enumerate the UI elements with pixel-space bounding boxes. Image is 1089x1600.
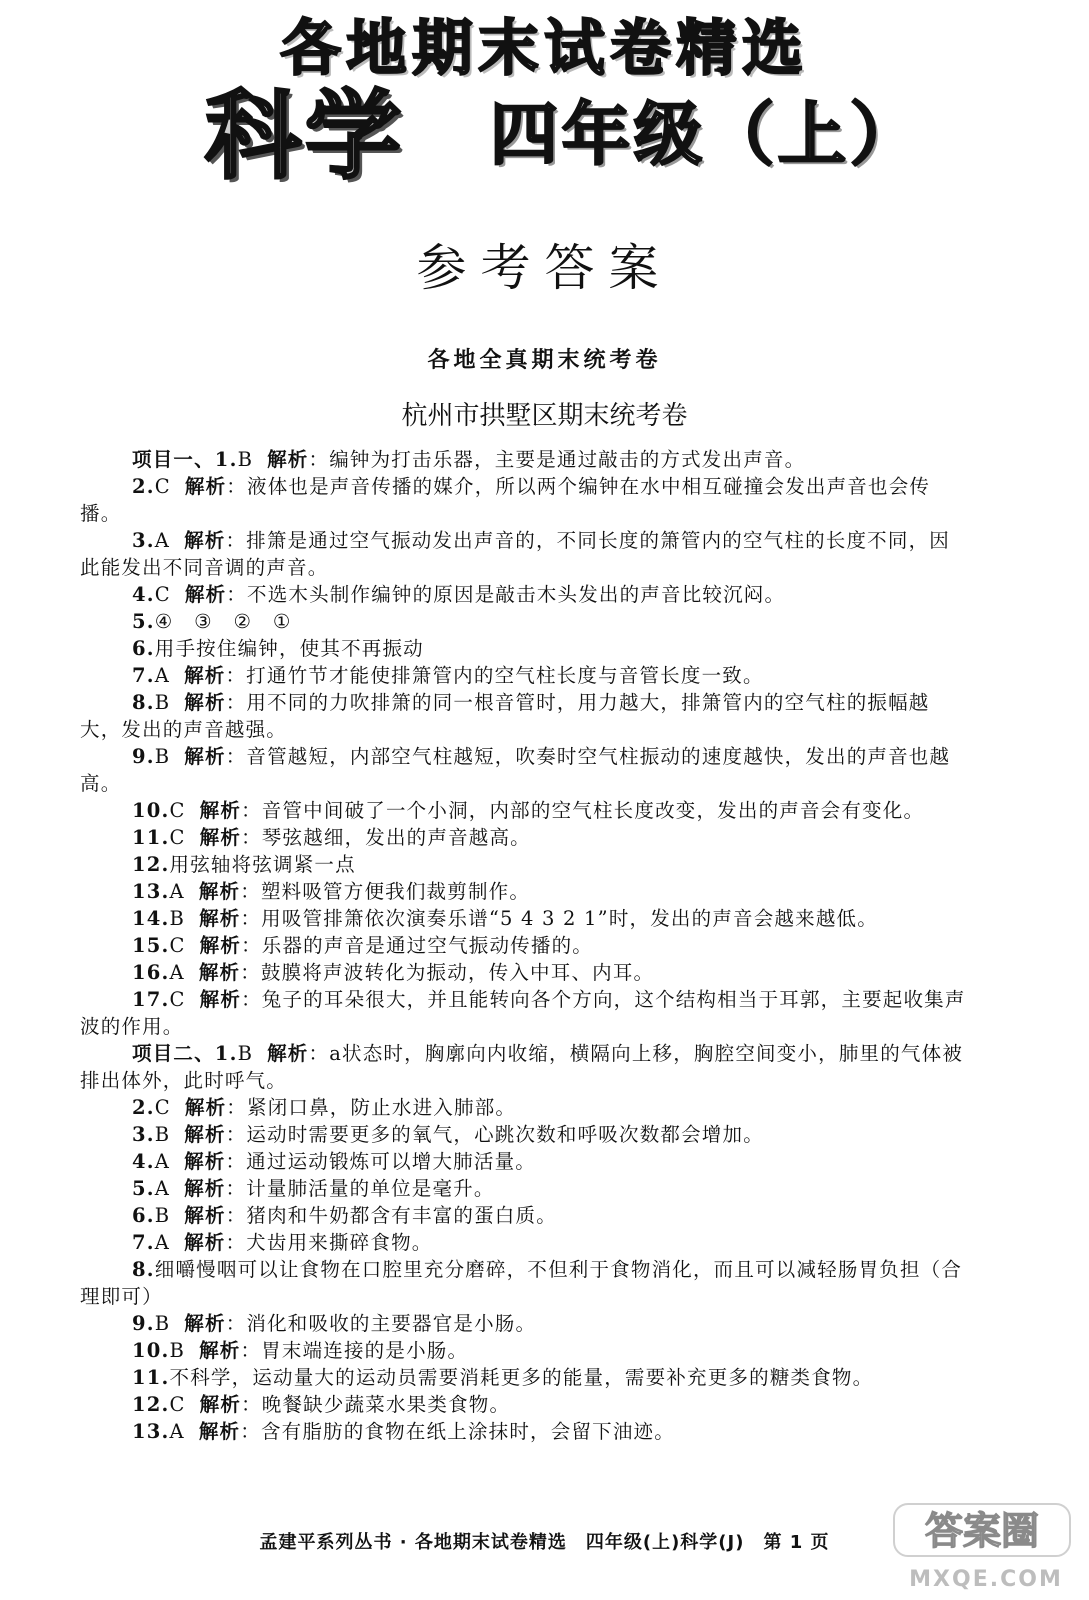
analysis-label: 解析 <box>199 799 242 822</box>
answer-choice: C <box>169 799 186 822</box>
answer-choice: C <box>154 1096 171 1119</box>
analysis-label: 解析 <box>184 1123 226 1146</box>
answer-item <box>80 1148 970 1175</box>
answer-item <box>80 635 970 662</box>
answer-text: 含有脂肪的食物在纸上涂抹时，会留下油迹。 <box>260 1420 675 1443</box>
answer-number: 6. <box>132 1204 155 1227</box>
answer-item <box>80 1121 970 1148</box>
answer-choice: C <box>154 583 171 606</box>
colon: ： <box>225 1150 247 1173</box>
answer-number: 8. <box>132 691 155 714</box>
analysis-label: 解析 <box>184 475 227 498</box>
answer-item <box>80 905 970 932</box>
analysis-label: 解析 <box>199 1393 242 1416</box>
answer-number: 12. <box>132 1393 170 1416</box>
answer-number: 9. <box>132 745 155 768</box>
answer-item <box>80 959 970 986</box>
analysis-label: 解析 <box>199 907 241 930</box>
answer-number: 3. <box>132 529 155 552</box>
answer-item <box>80 689 970 743</box>
answer-number: 3. <box>132 1123 155 1146</box>
answer-item <box>80 878 970 905</box>
answer-number: 7. <box>132 664 155 687</box>
analysis-label: 解析 <box>198 1420 241 1443</box>
answer-text: 鼓膜将声波转化为振动，传入中耳、内耳。 <box>260 961 655 984</box>
answer-number: 17. <box>132 988 170 1011</box>
analysis-label: 解析 <box>199 988 242 1011</box>
answer-item <box>80 1418 970 1445</box>
answer-text: 犬齿用来撕碎食物。 <box>246 1231 433 1254</box>
answer-item <box>80 1094 970 1121</box>
answer-text: 用吸管排箫依次演奏乐谱“5 4 3 2 1”时，发出的声音会越来越低。 <box>261 907 878 930</box>
answer-choice: B <box>237 1042 254 1065</box>
watermark-logo-text: 答案圈 <box>924 1509 1040 1553</box>
subject-title: 科学 <box>205 80 405 192</box>
answer-item <box>80 1256 970 1310</box>
analysis-label: 解析 <box>184 583 227 606</box>
analysis-label: 解析 <box>184 1312 226 1335</box>
answer-text: 不科学，运动量大的运动员需要消耗更多的能量，需要补充更多的糖类食物。 <box>169 1366 874 1389</box>
answer-text: 琴弦越细，发出的声音越高。 <box>261 826 531 849</box>
answer-number: 8. <box>132 1258 155 1281</box>
answer-text: 紧闭口鼻，防止水进入肺部。 <box>247 1096 517 1119</box>
answer-item <box>80 1391 970 1418</box>
answer-item <box>80 608 970 635</box>
answer-text: 音管中间破了一个小洞，内部的空气柱长度改变，发出的声音会有变化。 <box>261 799 925 822</box>
answer-item <box>80 1337 970 1364</box>
answer-number: 4. <box>132 1150 155 1173</box>
answer-item <box>80 743 970 797</box>
answer-text: 乐器的声音是通过空气振动传播的。 <box>261 934 593 957</box>
answer-number: 5. <box>132 1177 155 1200</box>
answer-number: 10. <box>132 1339 170 1362</box>
answer-item <box>80 986 970 1040</box>
colon: ： <box>226 475 247 498</box>
colon: ： <box>240 1339 262 1362</box>
answer-choice: A <box>154 1177 171 1200</box>
answer-item <box>80 1040 970 1094</box>
answer-text: 不选木头制作编钟的原因是敲击木头发出的声音比较沉闷。 <box>247 583 786 606</box>
answer-text: 用不同的力吹排箫的同一根音管时，用力越大，排箫管内的空气柱的振幅越大，发出的声音越强。 <box>80 691 930 741</box>
watermark-logo <box>890 1500 1080 1595</box>
colon: ： <box>225 691 247 714</box>
analysis-label: 解析 <box>184 1177 226 1200</box>
colon: ： <box>225 1231 247 1254</box>
analysis-label: 解析 <box>198 961 241 984</box>
answer-item <box>80 1364 970 1391</box>
answer-text: 计量肺活量的单位是毫升。 <box>246 1177 495 1200</box>
grade-title: 四年级（上） <box>490 96 923 175</box>
answer-list <box>80 446 970 1445</box>
answer-choice: B <box>169 1339 186 1362</box>
answer-number: 14. <box>132 907 170 930</box>
analysis-label: 解析 <box>198 880 241 903</box>
answer-item <box>80 581 970 608</box>
answer-number: 13. <box>132 1420 170 1443</box>
analysis-label: 解析 <box>184 1231 226 1254</box>
analysis-label: 解析 <box>184 1150 226 1173</box>
answer-text: 塑料吸管方便我们裁剪制作。 <box>260 880 531 903</box>
colon: ： <box>241 826 262 849</box>
analysis-label: 解析 <box>184 1204 226 1227</box>
answer-text: 通过运动锻炼可以增大肺活量。 <box>246 1150 536 1173</box>
answer-text: ④ ③ ② ① <box>154 610 292 633</box>
answer-choice: A <box>169 961 185 984</box>
answer-text: 编钟为打击乐器，主要是通过敲击的方式发出声音。 <box>329 448 806 471</box>
answer-text: 运动时需要更多的氧气，心跳次数和呼吸次数都会增加。 <box>246 1123 764 1146</box>
answer-choice: C <box>169 1393 186 1416</box>
analysis-label: 解析 <box>199 826 242 849</box>
colon: ： <box>240 880 261 903</box>
answer-text: 细嚼慢咽可以让食物在口腔里充分磨碎，不但利于食物消化，而且可以减轻肠胃负担（合理即可） <box>80 1258 963 1308</box>
answer-choice: A <box>154 1231 171 1254</box>
colon: ： <box>225 1177 247 1200</box>
answer-number: 4. <box>132 583 155 606</box>
analysis-label: 解析 <box>199 1339 241 1362</box>
colon: ： <box>226 583 247 606</box>
answer-text: 液体也是声音传播的媒介，所以两个编钟在水中相互碰撞会发出声音也会传播。 <box>80 475 931 525</box>
answer-choice: B <box>154 1123 171 1146</box>
answer-text: 胃末端连接的是小肠。 <box>261 1339 469 1362</box>
colon: ： <box>241 1393 262 1416</box>
answer-text: 兔子的耳朵很大，并且能转向各个方向，这个结构相当于耳郭，主要起收集声波的作用。 <box>80 988 966 1038</box>
answer-number: 9. <box>132 1312 155 1335</box>
answer-choice: A <box>169 880 185 903</box>
answer-choice: A <box>154 1150 171 1173</box>
colon: ： <box>241 988 262 1011</box>
colon: ： <box>241 799 262 822</box>
answer-item <box>80 446 970 473</box>
analysis-label: 解析 <box>184 691 226 714</box>
answer-text: 晚餐缺少蔬菜水果类食物。 <box>261 1393 511 1416</box>
colon: ： <box>225 1123 247 1146</box>
answer-item <box>80 824 970 851</box>
answer-choice: B <box>154 691 171 714</box>
colon: ： <box>240 1420 261 1443</box>
answer-choice: C <box>169 934 186 957</box>
answer-choice: A <box>169 1420 185 1443</box>
colon: ： <box>240 907 262 930</box>
answer-text: 排箫是通过空气振动发出声音的，不同长度的箫管内的空气柱的长度不同，因此能发出不同音调的声音。 <box>80 529 950 579</box>
colon: ： <box>225 664 247 687</box>
answer-key-title: 参考答案 <box>416 239 673 297</box>
exam-title: 杭州市拱墅区期末统考卷 <box>401 401 688 431</box>
colon: ： <box>240 961 261 984</box>
answer-number: 项目一、1. <box>132 448 238 471</box>
answer-choice: B <box>154 1312 171 1335</box>
analysis-label: 解析 <box>184 745 226 768</box>
answer-item <box>80 662 970 689</box>
answer-number: 5. <box>132 610 155 633</box>
answer-text: a状态时，胸廓向内收缩，横隔向上移，胸腔空间变小，肺里的气体被排出体外，此时呼气。 <box>80 1042 964 1092</box>
answer-number: 11. <box>132 826 170 849</box>
watermark-url-text: MXQE.COM <box>909 1567 1063 1592</box>
answer-choice: C <box>169 988 186 1011</box>
analysis-label: 解析 <box>184 664 226 687</box>
answer-number: 15. <box>132 934 170 957</box>
answer-choice: B <box>237 448 254 471</box>
answer-number: 项目二、1. <box>132 1042 238 1065</box>
answer-choice: C <box>169 826 186 849</box>
answer-text: 用弦轴将弦调紧一点 <box>169 853 356 876</box>
answer-number: 6. <box>132 637 155 660</box>
answer-item <box>80 1310 970 1337</box>
answer-number: 13. <box>132 880 170 903</box>
answer-item <box>80 932 970 959</box>
answer-item <box>80 1229 970 1256</box>
colon: ： <box>225 745 247 768</box>
answer-item <box>80 1175 970 1202</box>
answer-item <box>80 1202 970 1229</box>
answer-item <box>80 851 970 878</box>
answer-choice: A <box>154 529 171 552</box>
answer-text: 猪肉和牛奶都含有丰富的蛋白质。 <box>246 1204 557 1227</box>
colon: ： <box>225 529 247 552</box>
colon: ： <box>225 1312 247 1335</box>
series-title: 各地期末试卷精选 <box>280 14 809 84</box>
answer-number: 10. <box>132 799 170 822</box>
answer-item <box>80 797 970 824</box>
colon: ： <box>308 448 330 471</box>
answer-text: 用手按住编钟，使其不再振动 <box>154 637 424 660</box>
answer-choice: C <box>154 475 171 498</box>
answer-text: 音管越短，内部空气柱越短，吹奏时空气柱振动的速度越快，发出的声音也越高。 <box>80 745 951 795</box>
answer-number: 2. <box>132 475 155 498</box>
answer-choice: A <box>154 664 171 687</box>
answer-choice: B <box>154 745 171 768</box>
answer-number: 16. <box>132 961 170 984</box>
analysis-label: 解析 <box>267 1042 309 1065</box>
analysis-label: 解析 <box>184 529 226 552</box>
colon: ： <box>226 1096 247 1119</box>
answer-item <box>80 473 970 527</box>
analysis-label: 解析 <box>184 1096 227 1119</box>
analysis-label: 解析 <box>267 448 309 471</box>
answer-text: 消化和吸收的主要器官是小肠。 <box>246 1312 537 1335</box>
colon: ： <box>241 934 262 957</box>
answer-number: 7. <box>132 1231 155 1254</box>
answer-number: 2. <box>132 1096 155 1119</box>
answer-number: 12. <box>132 853 170 876</box>
colon: ： <box>225 1204 247 1227</box>
answer-choice: B <box>169 907 186 930</box>
answer-number: 11. <box>132 1366 170 1389</box>
page-footer: 孟建平系列丛书 · 各地期末试卷精选 四年级(上)科学(J) 第 1 页 <box>259 1532 830 1553</box>
colon: ： <box>308 1042 330 1065</box>
answer-item <box>80 527 970 581</box>
analysis-label: 解析 <box>199 934 242 957</box>
section-title: 各地全真期末统考卷 <box>427 348 662 373</box>
answer-text: 打通竹节才能使排箫管内的空气柱长度与音管长度一致。 <box>246 664 764 687</box>
answer-choice: B <box>154 1204 171 1227</box>
